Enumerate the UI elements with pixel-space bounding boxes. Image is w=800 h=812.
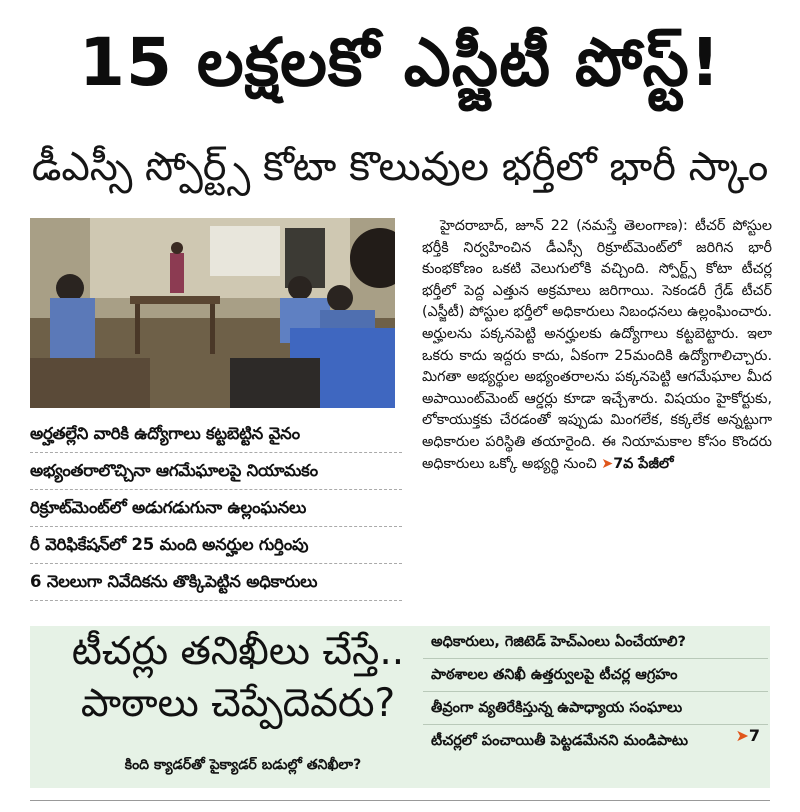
- related-page-number: 7: [748, 726, 760, 745]
- related-point: పాఠశాలల తనిఖీ ఉత్తర్వులపై టీచర్ల ఆగ్రహం: [423, 659, 768, 692]
- related-story-subline: కింది క్యాడర్‌తో పైక్యాడర్ బడుల్లో తనిఖీలా?: [124, 757, 362, 773]
- bullet-item: 6 నెలలుగా నివేదికను తొక్కిపెట్టిన అధికారులు: [30, 564, 402, 601]
- article-dateline: హైదరాబాద్, జూన్ 22 (నమస్తే తెలంగాణ):: [440, 218, 688, 234]
- bullet-item: అభ్యంతరాలొచ్చినా ఆగమేఘాలపై నియామకం: [30, 453, 402, 490]
- article-body: [422, 216, 772, 475]
- related-arrow-icon: ➤: [735, 726, 749, 745]
- bullet-item: రీ వెరిఫికేషన్‌లో 25 మంది అనర్హుల గుర్తింపు: [30, 527, 402, 564]
- continued-link[interactable]: 7వ పేజీలో: [613, 455, 674, 472]
- continued-arrow-icon: ➤: [601, 455, 614, 472]
- related-point: టీచర్లలో పంచాయితీ పెట్టడమేనని మండిపాటు: [431, 733, 689, 749]
- related-point: అధికారులు, గెజిటెడ్ హెచ్‌ఎంలు ఏంచేయాలి?: [423, 626, 768, 659]
- related-story-box: [30, 626, 770, 788]
- headline: 15 లక్షలకో ఎస్జీటీ పోస్ట్!: [79, 24, 721, 101]
- classroom-photo: [30, 218, 395, 408]
- related-story-headline: [68, 626, 408, 730]
- related-continued[interactable]: [735, 726, 760, 745]
- subheadline: డీఎస్సీ స్పోర్ట్స్ కోటా కొలువుల భర్తీలో భారీ స్కాం: [31, 144, 769, 190]
- related-point: తీవ్రంగా వ్యతిరేకిస్తున్న ఉపాధ్యాయ సంఘాలు: [423, 692, 768, 725]
- footer-divider: [30, 800, 770, 801]
- related-headline-line2: పాఠాలు చెప్పేదెవరు?: [80, 681, 396, 726]
- bullet-list: [30, 416, 402, 601]
- bullet-item: అర్హతల్లేని వారికి ఉద్యోగాలు కట్టబెట్టిన వైనం: [30, 416, 402, 453]
- related-headline-line1: టీచర్లు తనిఖీలు చేస్తే..: [71, 629, 405, 674]
- article-text: టీచర్ పోస్టుల భర్తీకి నిర్వహించిన డీఎస్సీ రిక్రూట్‌మెంట్‌లో జరిగిన భారీ కుంభకోణం ఒకటి వెలుగులోకి వచ్చింది. స్పోర్ట్స్ కోటా టీచర్ల భర్తీలో పెద్ద ఎత్తున అక్రమాలు జరిగాయి. సెకండరీ గ్రేడ్ టీచర్ (ఎస్జీటీ) పోస్టుల భర్తీలో అధికారులు నిబంధనలు ఉల్లంఘించారు. అర్హులను పక్కనపెట్టి అనర్హులకు ఉద్యోగాలు కట్టబెట్టారు. ఇలా ఒకరు కాదు ఇద్దరు కాదు, ఏకంగా 25మందికి ఉద్యోగాలిచ్చారు. మిగతా అభ్యర్థుల అభ్యంతరాలను పక్కనపెట్టి ఆగమేఘాల మీద అపాయింట్‌మెంట్ ఆర్డర్లు కూడా ఇచ్చేశారు. విషయం హైకోర్టుకు, లోకాయుక్తకు చేరడంతో ఇప్పుడు మింగలేక, కక్కలేక అన్నట్టుగా అధికారుల పరిస్థితి తయారైంది. ఈ నియామకాల కోసం కొందరు అధికారులు ఒక్కో అభ్యర్థి నుంచి: [422, 218, 772, 472]
- related-story-points: [423, 626, 768, 757]
- bullet-item: రిక్రూట్‌మెంట్‌లో అడుగడుగునా ఉల్లంఘనలు: [30, 490, 402, 527]
